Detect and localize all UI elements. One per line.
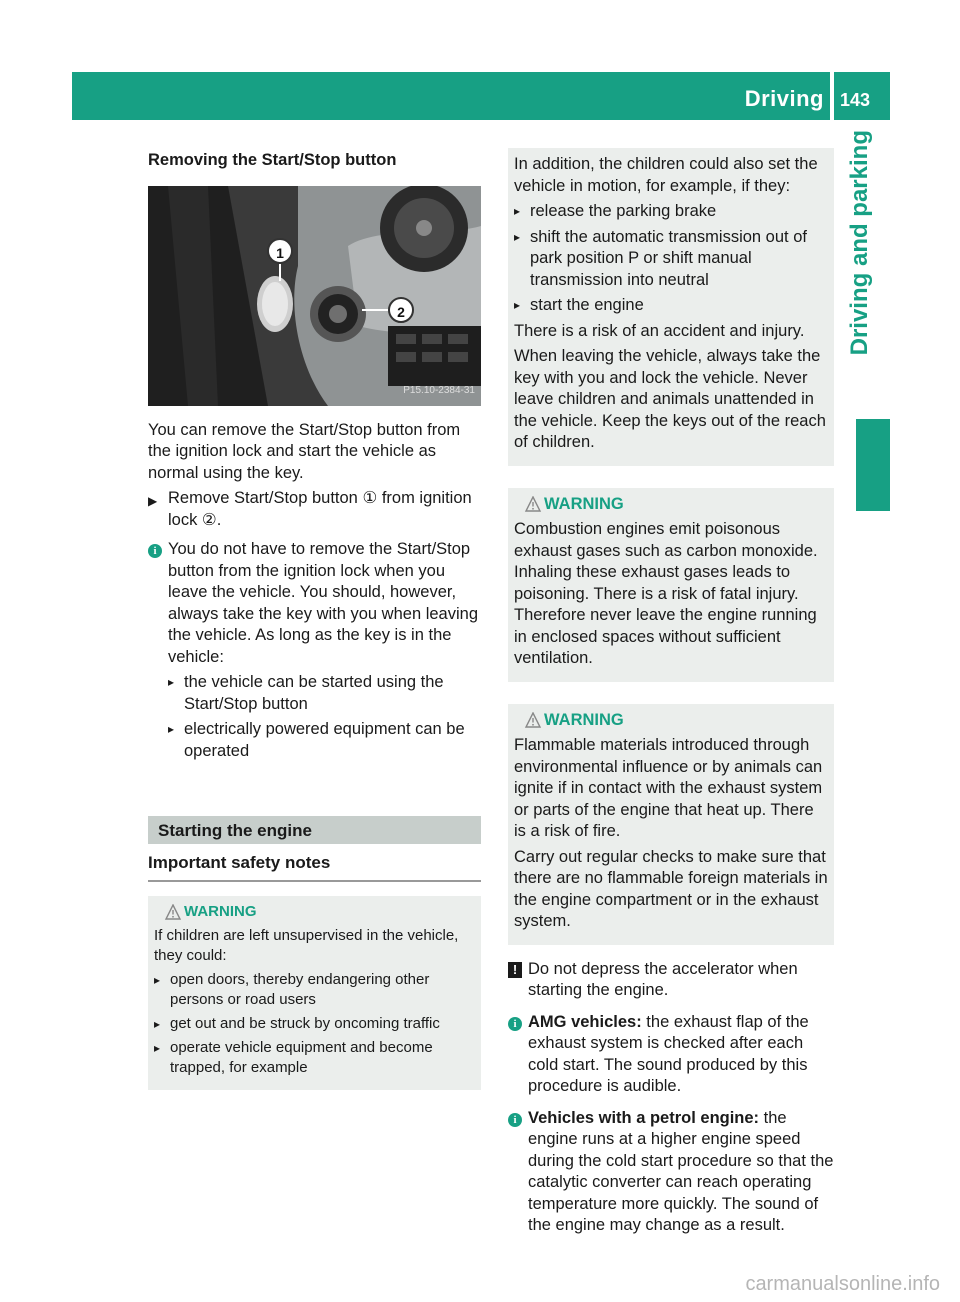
instruction-text: Remove Start/Stop button ① from ignition lock ②. bbox=[168, 489, 472, 529]
list-item: ▸ get out and be struck by oncoming traffic bbox=[154, 1014, 475, 1034]
warning-triangle-icon bbox=[522, 496, 544, 512]
list-item: ▸ operate vehicle equipment and become trapped, for example bbox=[154, 1038, 475, 1078]
panel-bullets bbox=[514, 201, 828, 317]
info-note bbox=[148, 539, 481, 766]
warning-panel-3 bbox=[508, 704, 834, 945]
list-item: ▸ release the parking brake bbox=[514, 201, 828, 223]
side-tab bbox=[846, 130, 886, 380]
warning-label: WARNING bbox=[544, 710, 624, 729]
list-item: ▸ shift the automatic transmission out of park position P or shift manual transmission into neutral bbox=[514, 227, 828, 292]
info-text: You do not have to remove the Start/Stop button from the ignition lock when you leave the vehicle. You should, however, always take the key with you when leaving the vehicle. As long as the key is in the vehicle: bbox=[168, 540, 479, 666]
info-petrol-text: the engine runs at a higher engine speed during the cold start procedure so that the catalytic converter can reach operating temperature more quickly. The sound of the engine may change as a result. bbox=[528, 1108, 834, 1234]
info-petrol bbox=[508, 1108, 834, 1241]
section-title: Starting the engine bbox=[148, 816, 481, 844]
side-tab-marker bbox=[856, 419, 890, 511]
instruction-step bbox=[148, 488, 481, 531]
left-column bbox=[148, 150, 481, 1090]
chapter-title: Driving bbox=[744, 86, 824, 111]
callout-2: 2 bbox=[388, 297, 414, 323]
warning-text: Carry out regular checks to make sure that there are no flammable foreign materials in the engine compartment or in the exhaust system. bbox=[514, 847, 828, 930]
caution-icon: ! bbox=[508, 962, 522, 978]
warning-panel-continued bbox=[508, 148, 834, 466]
footer-watermark: carmanualsonline.info bbox=[745, 1273, 940, 1295]
arrow-icon: ▶ bbox=[148, 494, 158, 508]
info-icon: i bbox=[508, 1113, 522, 1127]
intro-paragraph: You can remove the Start/Stop button from the ignition lock and start the vehicle as normal using the key. bbox=[148, 420, 461, 482]
warning-text: Combustion engines emit poisonous exhaust gases such as carbon monoxide. Inhaling these exhaust gases leads to poisoning. There is a risk of fatal injury. Therefore never leave the engine running in enclosed spaces without sufficient ventilation. bbox=[514, 520, 818, 667]
warning-label: WARNING bbox=[544, 494, 624, 513]
header-separator bbox=[830, 72, 834, 120]
warning-panel-1 bbox=[148, 896, 481, 1090]
info-icon: i bbox=[508, 1017, 522, 1031]
caution-text: Do not depress the accelerator when starting the engine. bbox=[528, 959, 798, 999]
info-icon: i bbox=[148, 544, 162, 558]
list-item: ▸ the vehicle can be started using the Start/Stop button bbox=[168, 672, 481, 715]
side-tab-label: Driving and parking bbox=[846, 130, 873, 356]
info-amg-text: the exhaust flap of the exhaust system is checked after each cold start. The sound produced by this procedure is audible. bbox=[528, 1012, 809, 1095]
warning-text: If children are left unsupervised in the vehicle, they could: bbox=[154, 926, 459, 964]
info-amg bbox=[508, 1012, 834, 1102]
list-item: ▸ electrically powered equipment can be operated bbox=[168, 719, 481, 762]
right-column bbox=[508, 148, 834, 1241]
panel-advice: When leaving the vehicle, always take the key with you and lock the vehicle. Never leave children and animals unattended in the vehicle. Keep the keys out of the reach of children. bbox=[514, 347, 826, 451]
info-amg-label: AMG vehicles: bbox=[528, 1012, 642, 1031]
warning-triangle-icon bbox=[162, 904, 184, 920]
subsection-title: Important safety notes bbox=[148, 852, 481, 882]
page-number: 143 bbox=[840, 90, 871, 110]
info-bullets bbox=[168, 672, 481, 762]
panel-intro: In addition, the children could also set the vehicle in motion, for example, if they: bbox=[514, 155, 818, 195]
ignition-photo bbox=[148, 186, 481, 406]
caution-note bbox=[508, 959, 834, 1006]
removing-title: Removing the Start/Stop button bbox=[148, 151, 397, 169]
warning-text: Flammable materials introduced through environmental influence or by animals can ignite if in contact with the exhaust system or parts of the engine that heat up. There is a risk of fire. bbox=[514, 736, 823, 840]
list-item: ▸ start the engine bbox=[514, 295, 828, 317]
list-item: ▸ open doors, thereby endangering other persons or road users bbox=[154, 970, 475, 1010]
callout-1: 1 bbox=[267, 238, 293, 264]
warning-bullets bbox=[154, 970, 475, 1078]
info-petrol-label: Vehicles with a petrol engine: bbox=[528, 1108, 760, 1127]
warning-triangle-icon bbox=[522, 712, 544, 728]
photo-code: P15.10-2384-31 bbox=[403, 385, 475, 396]
warning-panel-2 bbox=[508, 488, 834, 682]
ignition-illustration bbox=[148, 186, 481, 406]
warning-label: WARNING bbox=[184, 902, 257, 920]
panel-risk: There is a risk of an accident and injury. bbox=[514, 321, 805, 340]
